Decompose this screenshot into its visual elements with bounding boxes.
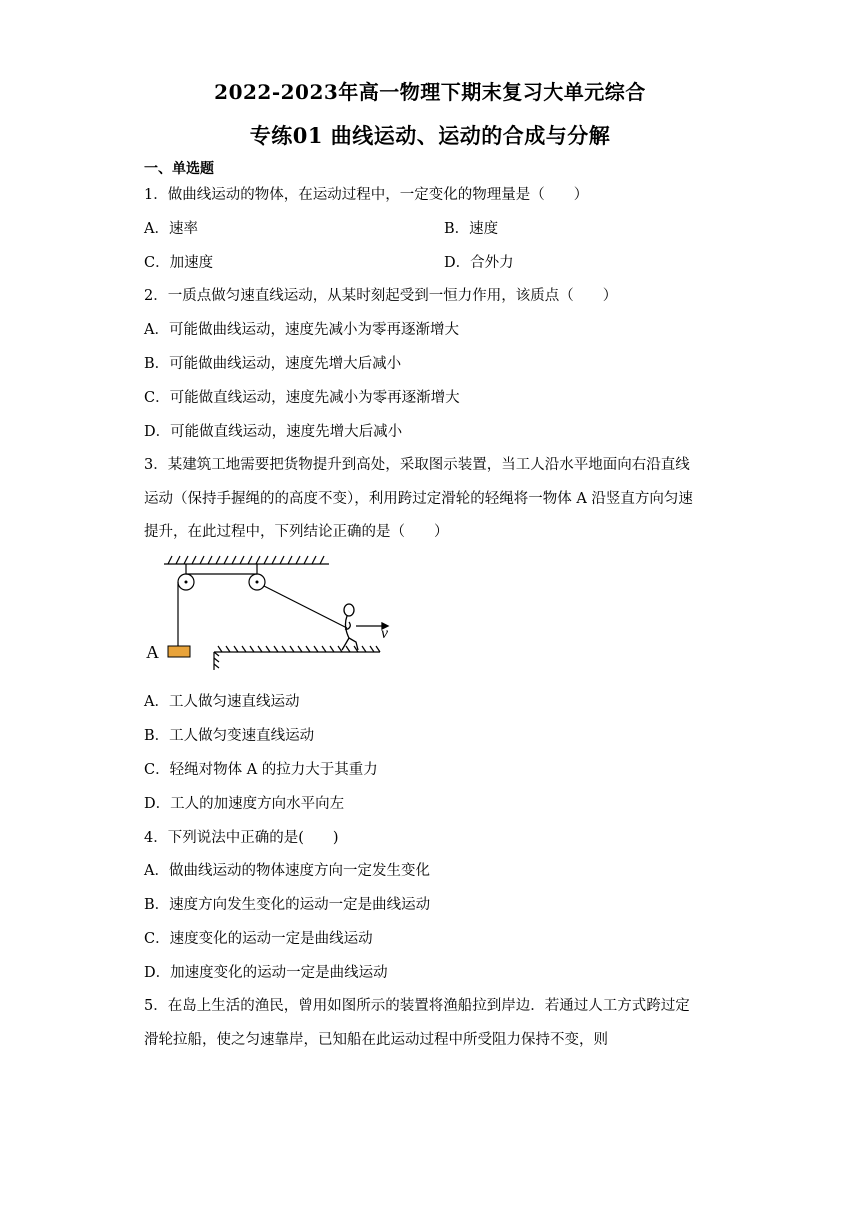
question-1-option-d: D．合外力: [444, 255, 514, 271]
block-a: [168, 646, 190, 657]
question-3-option-a: A．工人做匀速直线运动: [144, 694, 300, 710]
question-1-option-c: C．加速度: [144, 255, 214, 271]
question-3-option-b: B．工人做匀变速直线运动: [144, 728, 315, 744]
question-4-option-b: B．速度方向发生变化的运动一定是曲线运动: [144, 897, 431, 913]
block-a-label: A: [146, 642, 159, 662]
page-subtitle: 专练01 曲线运动、运动的合成与分解: [249, 123, 611, 148]
question-3-option-c: C．轻绳对物体 A 的拉力大于其重力: [144, 762, 378, 778]
question-3-stem-line-2: 运动（保持手握绳的的高度不变），利用跨过定滑轮的轻绳将一物体 A 沿竖直方向匀速: [144, 491, 693, 507]
question-2-option-b: B．可能做曲线运动，速度先增大后减小: [144, 356, 402, 372]
question-4-option-a: A．做曲线运动的物体速度方向一定发生变化: [144, 863, 430, 879]
ground: [214, 646, 380, 670]
question-3-stem-line-1: 3．某建筑工地需要把货物提升到高处，采取图示装置，当工人沿水平地面向右沿直线: [144, 457, 690, 473]
question-5-stem-line-1: 5．在岛上生活的渔民，曾用如图所示的装置将渔船拉到岸边．若通过人工方式跨过定: [144, 998, 690, 1014]
ceiling: [164, 556, 329, 564]
pulley-figure: [144, 552, 394, 672]
question-4-option-c: C．速度变化的运动一定是曲线运动: [144, 931, 373, 947]
question-2-option-a: A．可能做曲线运动，速度先减小为零再逐渐增大: [144, 322, 459, 338]
question-3-option-d: D．工人的加速度方向水平向左: [144, 796, 345, 812]
velocity-label: v: [380, 625, 388, 642]
question-2-option-c: C．可能做直线运动，速度先减小为零再逐渐增大: [144, 390, 460, 406]
question-4-option-d: D．加速度变化的运动一定是曲线运动: [144, 965, 388, 981]
question-3-stem-line-3: 提升，在此过程中，下列结论正确的是（ ）: [144, 524, 449, 540]
question-2-stem: 2．一质点做匀速直线运动，从某时刻起受到一恒力作用，该质点（ ）: [144, 288, 618, 304]
question-1-option-a: A．速率: [144, 221, 198, 237]
question-1-stem: 1．做曲线运动的物体，在运动过程中，一定变化的物理量是（ ）: [144, 187, 589, 203]
question-5-stem-line-2: 滑轮拉船，使之匀速靠岸，已知船在此运动过程中所受阻力保持不变，则: [144, 1032, 608, 1048]
page-title: 2022-2023年高一物理下期末复习大单元综合: [214, 80, 646, 104]
question-4-stem: 4．下列说法中正确的是( ): [144, 830, 339, 846]
question-2-option-d: D．可能做直线运动，速度先增大后减小: [144, 424, 403, 440]
question-1-option-b: B．速度: [444, 221, 499, 237]
section-heading: 一、单选题: [144, 161, 214, 177]
